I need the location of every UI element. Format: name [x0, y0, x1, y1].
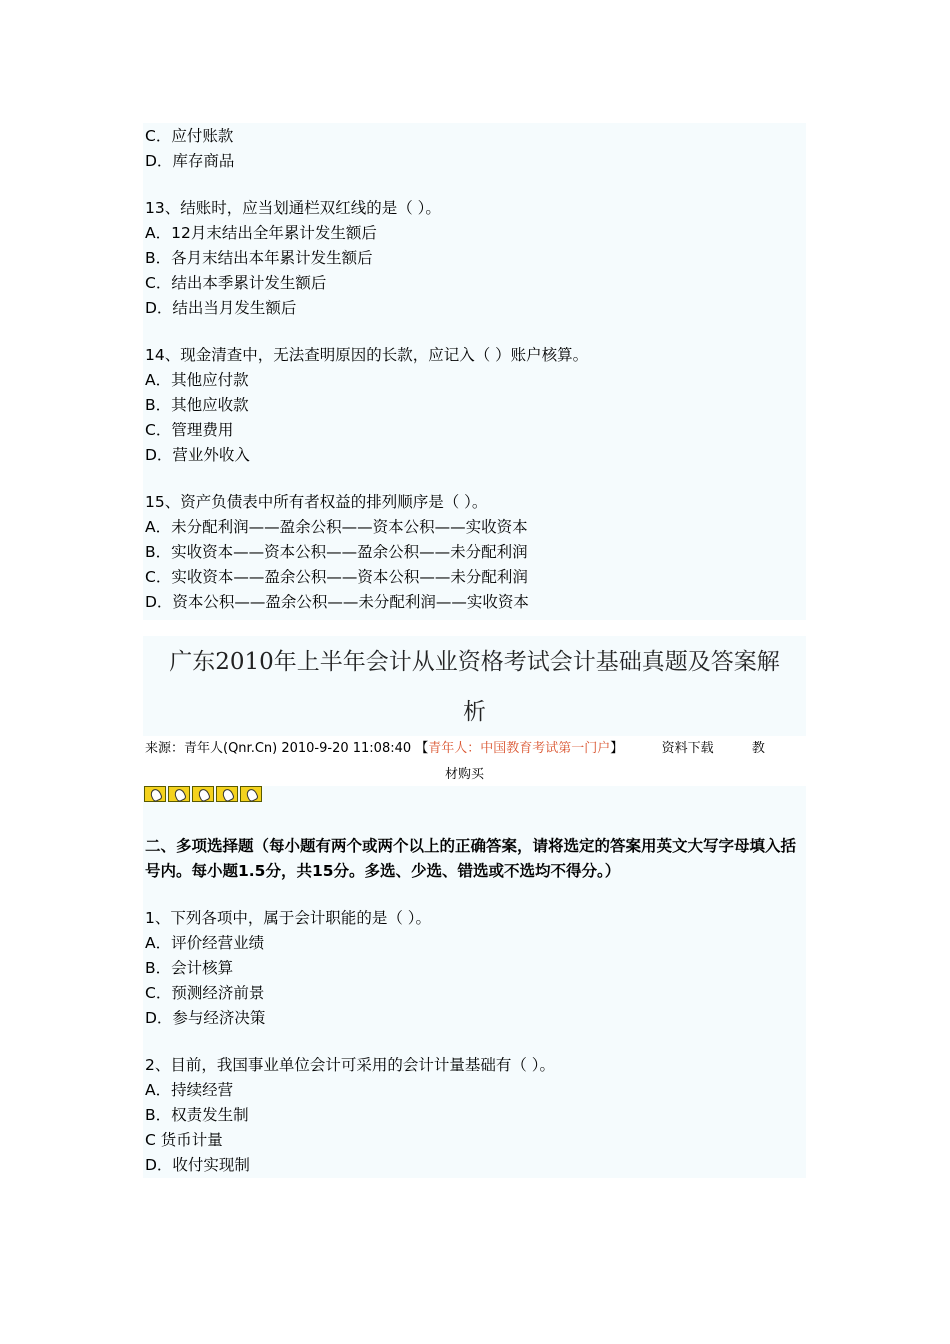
single-choice-block	[145, 124, 800, 615]
q14-option-a: A．其他应付款	[145, 371, 249, 389]
rating-icon[interactable]	[240, 786, 262, 802]
q15-option-a: A．未分配利润——盈余公积——资本公积——实收资本	[145, 518, 528, 536]
q14-stem: 14、现金清查中，无法查明原因的长款，应记入（ ）账户核算。	[145, 346, 589, 364]
m1-option-a: A．评价经营业绩	[145, 934, 265, 952]
rating-icon[interactable]	[144, 786, 166, 802]
article-title-line2: 析	[463, 699, 486, 725]
multi-choice-block	[145, 906, 800, 1178]
books-link-part2[interactable]: 材购买	[445, 767, 485, 782]
article-title: 广东2010年上半年会计从业资格考试会计基础真题及答案解	[169, 649, 780, 675]
q15-option-c: C．实收资本——盈余公积——资本公积——未分配利润	[145, 568, 528, 586]
q13-option-b: B．各月末结出本年累计发生额后	[145, 249, 373, 267]
q14-option-b: B．其他应收款	[145, 396, 249, 414]
q13-option-a: A．12月末结出全年累计发生额后	[145, 224, 377, 242]
m1-option-d: D．参与经济决策	[145, 1009, 266, 1027]
q13-option-d: D．结出当月发生额后	[145, 299, 297, 317]
rating-icon[interactable]	[168, 786, 190, 802]
rating-icon[interactable]	[216, 786, 238, 802]
q15-option-d: D．资本公积——盈余公积——未分配利润——实收资本	[145, 593, 529, 611]
rating-icon[interactable]	[192, 786, 214, 802]
q13-option-c: C．结出本季累计发生额后	[145, 274, 327, 292]
q12-option-d: D．库存商品	[145, 152, 235, 170]
q13-stem: 13、结账时，应当划通栏双红线的是（ ）。	[145, 199, 441, 217]
m2-option-b: B．权责发生制	[145, 1106, 249, 1124]
article-source	[145, 738, 805, 760]
source-suffix: 】	[610, 741, 624, 756]
rating-stars[interactable]	[144, 786, 264, 804]
m2-option-d: D．收付实现制	[145, 1156, 250, 1174]
m1-option-b: B．会计核算	[145, 959, 234, 977]
books-link-part1[interactable]: 教	[751, 741, 765, 756]
source-portal-link[interactable]: 青年人：中国教育考试第一门户	[428, 741, 611, 756]
m2-option-c: C 货币计量	[145, 1131, 223, 1149]
q12-option-c: C．应付账款	[145, 127, 234, 145]
source-prefix: 来源：青年人(Qnr.Cn) 2010-9-20 11:08:40 【	[145, 741, 429, 756]
section-heading: 二、多项选择题（每小题有两个或两个以上的正确答案，请将选定的答案用英文大写字母填入括号内。每小题1.5分，共15分。多选、少选、错选或不选均不得分。）	[145, 837, 797, 880]
m2-option-a: A．持续经营	[145, 1081, 234, 1099]
q15-option-b: B．实收资本——资本公积——盈余公积——未分配利润	[145, 543, 528, 561]
q14-option-c: C．管理费用	[145, 421, 234, 439]
q15-stem: 15、资产负债表中所有者权益的排列顺序是（ ）。	[145, 493, 488, 511]
m2-stem: 2、目前，我国事业单位会计可采用的会计计量基础有（ ）。	[145, 1056, 556, 1074]
download-link[interactable]: 资料下载	[661, 741, 714, 756]
m1-option-c: C．预测经济前景	[145, 984, 265, 1002]
q14-option-d: D．营业外收入	[145, 446, 250, 464]
m1-stem: 1、下列各项中，属于会计职能的是（ ）。	[145, 909, 432, 927]
